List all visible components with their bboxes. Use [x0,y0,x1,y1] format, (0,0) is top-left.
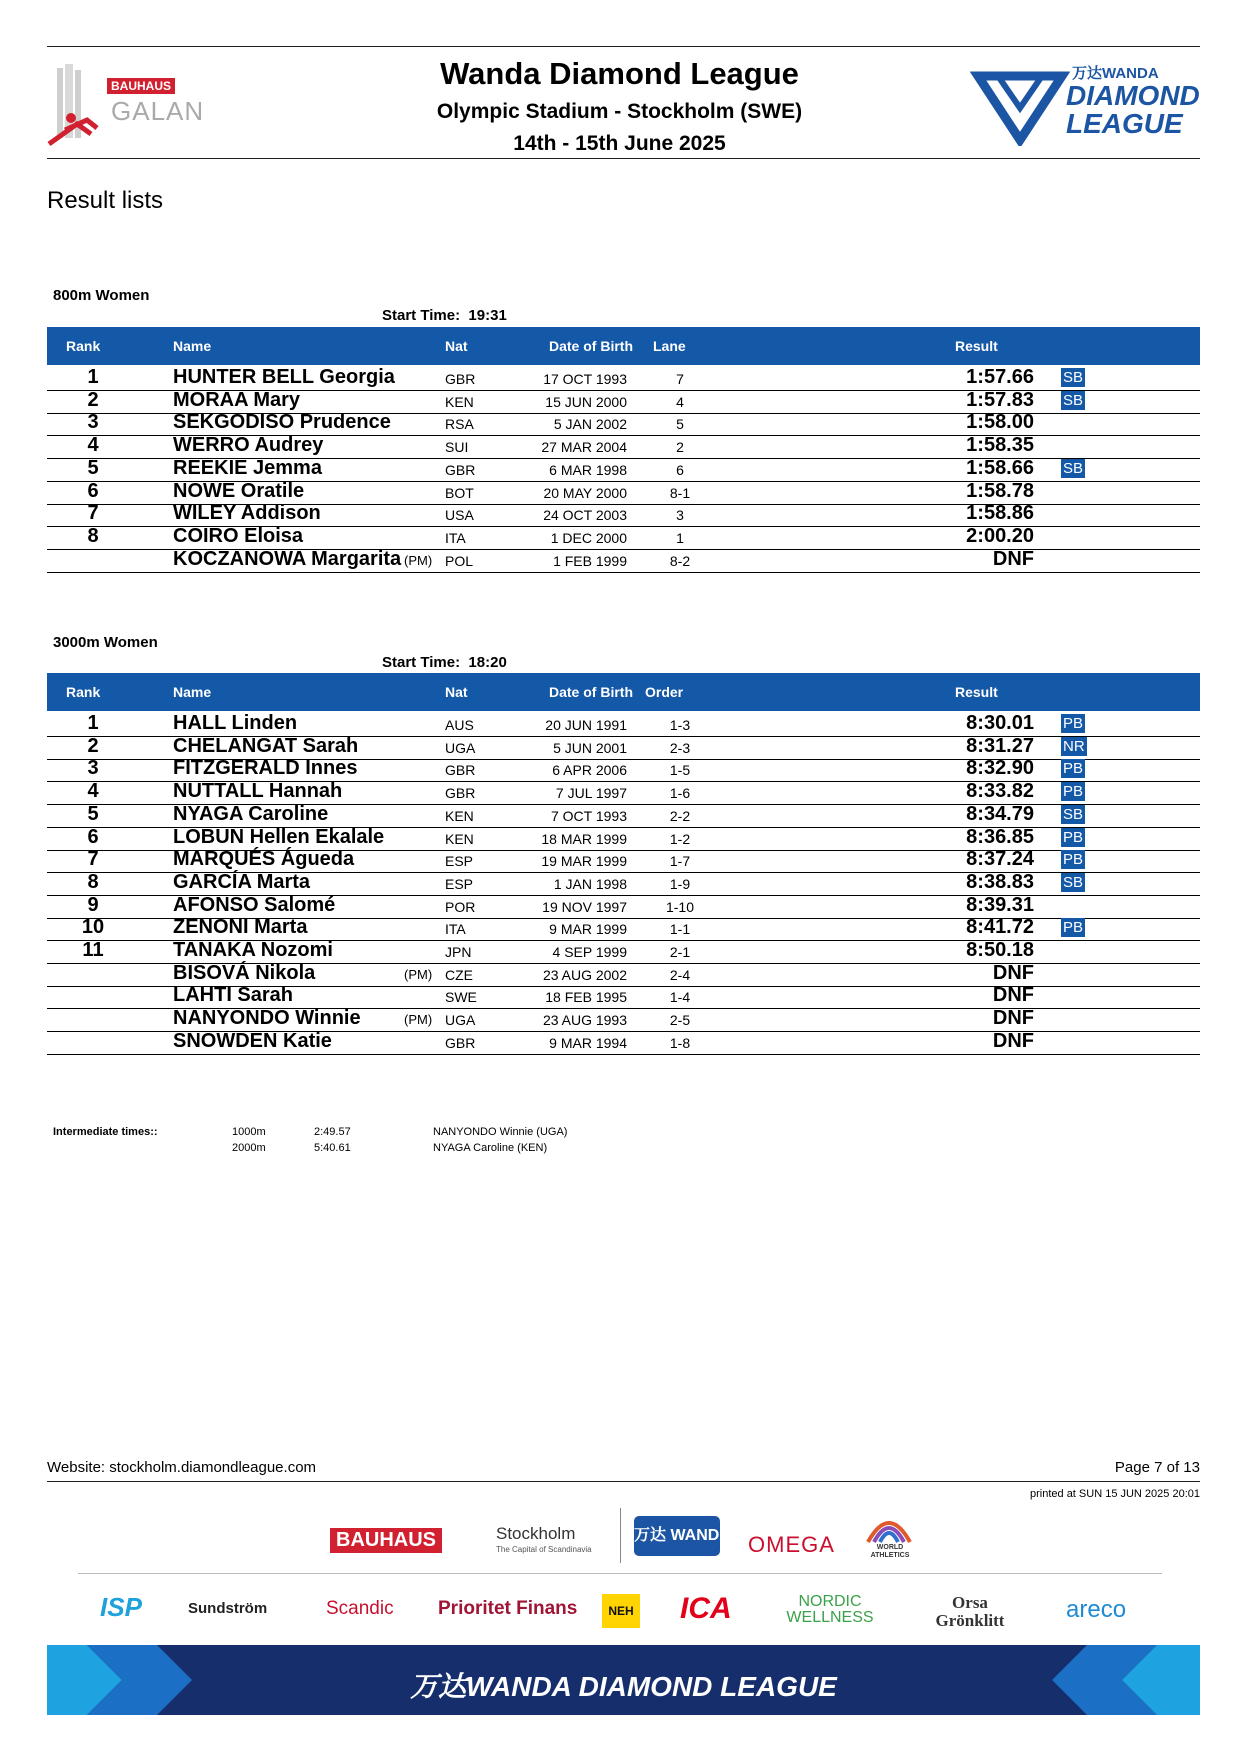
date-of-birth: 6 MAR 1998 [549,461,627,478]
result-time: 1:57.66 [966,366,1034,388]
result-time: 1:57.83 [966,388,1034,411]
athlete-name: NUTTALL Hannah [173,780,343,803]
result-time: 8:41.72 [966,916,1034,939]
result-time: 8:30.01 [966,712,1034,734]
order: 1-1 [669,921,691,938]
order: 2-4 [669,966,691,983]
nationality: ITA [445,921,466,938]
areco-sponsor-logo: areco [1066,1596,1127,1623]
nordic-wellness-sponsor-logo: NORDIC WELLNESS [786,1593,874,1626]
record-badge: SB [1063,391,1084,409]
col-order: Order [645,684,684,700]
athlete-name: ZENONI Marta [173,916,308,939]
date-of-birth: 9 MAR 1994 [549,1034,627,1051]
rank-cell: 11 [82,939,104,961]
rank-cell: 2 [87,734,99,757]
table-row [47,1029,1200,1055]
nationality: POL [445,552,474,569]
result-time: 1:58.86 [966,502,1034,525]
nationality: SUI [445,439,469,456]
event-dates: 14th - 15th June 2025 [513,132,726,155]
order: 1-5 [669,762,691,779]
nationality: GBR [445,1034,476,1051]
athlete-name: BISOVÁ Nikola [173,961,316,984]
date-of-birth: 15 JUN 2000 [545,393,627,410]
lane: 8-2 [669,552,691,569]
bauhaus-label: BAUHAUS [107,78,175,94]
lane: 7 [676,371,684,387]
col-name: Name [173,338,212,354]
date-of-birth: 20 JUN 1991 [545,717,627,733]
date-of-birth: 23 AUG 1993 [542,1012,627,1029]
lane: 4 [676,393,684,410]
result-time: 1:58.66 [966,456,1034,479]
col-dob: Date of Birth [549,338,633,354]
athlete-name: LAHTI Sarah [173,984,294,1007]
result-time: 8:37.24 [966,848,1034,871]
record-badge: PB [1063,919,1084,937]
nationality: AUS [445,717,474,733]
record-badge: PB [1063,760,1084,778]
record-badge: PB [1063,851,1084,869]
record-badge: SB [1063,873,1084,891]
galan-label: GALAN [111,96,205,126]
record-badge: PB [1063,715,1084,732]
date-of-birth: 18 FEB 1995 [545,989,627,1006]
nationality: JPN [445,944,472,960]
start-time: Start Time: 18:20 [382,654,507,671]
order: 1-3 [669,717,691,733]
col-rank: Rank [66,338,101,354]
page-title: Wanda Diamond League [440,56,799,91]
prioritet-finans-sponsor-logo: Prioritet Finans [438,1598,578,1619]
rank-cell: 5 [87,802,99,825]
athlete-name: SNOWDEN Katie [173,1029,332,1052]
record-badge: SB [1063,459,1084,477]
section-heading: Result lists [47,187,164,214]
start-time: Start Time: 19:31 [382,307,507,324]
nationality: BOT [445,484,474,501]
result-time: DNF [992,1029,1034,1052]
pacemaker-flag: (PM) [404,966,433,982]
rank-cell: 6 [87,825,99,848]
date-of-birth: 5 JAN 2002 [553,416,627,433]
event-title: 800m Women [53,287,150,304]
rank-cell: 7 [87,502,99,525]
nationality: GBR [445,371,476,387]
rank-cell: 4 [87,780,99,803]
athlete-name: MORAA Mary [173,388,301,411]
athlete-name: HALL Linden [173,712,298,734]
diamond-league-banner [47,1645,1200,1715]
order: 1-9 [669,875,691,892]
record-badge: NR [1063,737,1085,755]
date-of-birth: 27 MAR 2004 [541,439,627,456]
athlete-name: GARCÍA Marta [173,870,311,893]
rank-cell: 1 [87,712,99,734]
date-of-birth: 1 FEB 1999 [553,552,627,569]
col-nat: Nat [445,684,468,700]
rank-cell: 7 [87,848,99,871]
header-rule [47,158,1200,159]
result-time: 8:32.90 [966,757,1034,780]
athlete-name: NYAGA Caroline [173,802,329,825]
split-time: 2:49.57 [314,1126,351,1138]
result-time: 1:58.78 [966,479,1034,502]
split-athlete: NANYONDO Winnie (UGA) [433,1126,568,1138]
order: 1-7 [669,853,691,870]
results-table-header [47,327,1200,365]
date-of-birth: 18 MAR 1999 [541,830,627,847]
nationality: POR [445,898,476,915]
athlete-name: KOCZANOWA Margarita [173,547,402,570]
order: 1-8 [669,1034,691,1051]
rank-cell: 10 [81,916,105,939]
date-of-birth: 19 NOV 1997 [542,898,627,915]
date-of-birth: 1 DEC 2000 [550,529,627,546]
col-result: Result [955,338,998,354]
col-rank: Rank [66,684,101,700]
split-athlete: NYAGA Caroline (KEN) [433,1142,548,1154]
result-time: 8:50.18 [966,939,1034,961]
athlete-name: AFONSO Salomé [173,893,336,916]
athlete-name: FITZGERALD Innes [173,757,358,780]
athlete-name: NANYONDO Winnie [173,1007,361,1030]
date-of-birth: 19 MAR 1999 [541,853,627,870]
nationality: USA [445,507,474,524]
split-distance: 1000m [232,1126,266,1138]
order: 1-2 [669,830,691,847]
pacemaker-flag: (PM) [404,1012,433,1028]
date-of-birth: 7 OCT 1993 [550,807,627,824]
nationality: KEN [445,393,474,410]
rank-cell: 8 [87,870,99,893]
bauhaus-sponsor-logo: BAUHAUS [330,1528,442,1553]
order: 2-5 [669,1012,691,1029]
stockholm-tagline: The Capital of Scandinavia [496,1545,592,1554]
intermediate-label: Intermediate times:: [53,1126,158,1138]
nationality: ITA [445,529,466,546]
record-badge: SB [1063,369,1084,386]
record-badge: PB [1063,828,1084,846]
orsa-gronklitt-sponsor-logo: Orsa Grönklitt [935,1593,1005,1630]
col-result: Result [955,684,998,700]
footer-rule [47,1481,1200,1482]
nationality: RSA [445,416,474,433]
athlete-name: SEKGODISO Prudence [173,411,391,434]
rank-cell: 2 [87,388,99,411]
table-row [47,547,1200,573]
nationality: UGA [445,1012,476,1029]
lane: 8-1 [669,484,691,501]
lane: 5 [676,416,684,433]
date-of-birth: 7 JUL 1997 [555,785,627,802]
result-time: 8:31.27 [966,734,1034,757]
date-of-birth: 24 OCT 2003 [543,507,627,524]
sponsor-divider [620,1508,621,1563]
omega-sponsor-logo: OMEGA [748,1532,835,1557]
stockholm-sponsor-logo: Stockholm [496,1524,576,1543]
isp-sponsor-logo: ISP [100,1592,142,1622]
split-time: 5:40.61 [314,1142,351,1154]
venue: Olympic Stadium - Stockholm (SWE) [436,100,803,123]
scandic-sponsor-logo: Scandic [326,1598,394,1619]
date-of-birth: 4 SEP 1999 [552,944,627,960]
rank-cell: 3 [87,757,99,780]
neh-sponsor-logo: NEH [602,1594,640,1628]
result-time: 8:39.31 [966,893,1034,916]
record-badge: SB [1063,805,1084,823]
pacemaker-flag: (PM) [404,552,433,568]
athlete-name: WERRO Audrey [173,434,324,457]
date-of-birth: 9 MAR 1999 [549,921,627,938]
rank-cell: 6 [87,479,99,502]
date-of-birth: 1 JAN 1998 [553,875,627,892]
athlete-name: HUNTER BELL Georgia [173,366,395,388]
order: 1-6 [669,785,691,802]
wanda-sponsor-logo: 万达 WANDA [634,1516,720,1556]
nationality: SWE [445,989,477,1006]
athlete-name: COIRO Eloisa [173,524,304,547]
date-of-birth: 6 APR 2006 [552,762,627,779]
nationality: KEN [445,807,474,824]
record-badge: PB [1063,783,1084,801]
result-time: DNF [992,1007,1034,1030]
result-time: 1:58.00 [966,411,1034,434]
athlete-name: CHELANGAT Sarah [173,734,359,757]
nationality: ESP [445,875,474,892]
athlete-name: MARQUÉS Águeda [173,848,355,871]
result-time: 8:36.85 [966,825,1034,848]
rank-cell: 3 [87,411,99,434]
result-time: DNF [992,961,1034,984]
date-of-birth: 5 JUN 2001 [553,739,627,756]
result-time: 8:33.82 [966,780,1034,803]
order: 1-10 [665,898,695,915]
athlete-name: NOWE Oratile [173,479,305,502]
athlete-name: TANAKA Nozomi [173,939,333,961]
results-table-header [47,673,1200,711]
page-number: Page 7 of 13 [1114,1459,1200,1476]
rank-cell: 4 [87,434,99,457]
rank-cell: 1 [87,366,99,388]
col-lane: Lane [653,338,686,354]
lane: 3 [676,507,684,524]
col-dob: Date of Birth [549,684,633,700]
nationality: KEN [445,830,474,847]
result-time: 8:34.79 [966,802,1034,825]
website-link[interactable]: Website: stockholm.diamondleague.com [47,1459,317,1476]
order: 2-3 [669,739,691,756]
rank-cell: 8 [87,524,99,547]
rank-cell: 5 [87,456,99,479]
nationality: GBR [445,461,476,478]
diamond-league-label: DIAMOND LEAGUE [1066,80,1200,139]
col-nat: Nat [445,338,468,354]
split-distance: 2000m [232,1142,266,1154]
date-of-birth: 17 OCT 1993 [543,371,627,387]
result-time: 2:00.20 [966,524,1034,547]
athlete-name: REEKIE Jemma [173,456,322,479]
nationality: ESP [445,853,474,870]
athlete-name: WILEY Addison [173,502,321,525]
wanda-label: 万达WANDA [1072,65,1159,82]
nationality: CZE [445,966,473,983]
lane: 1 [676,529,684,546]
event-title: 3000m Women [53,634,158,651]
result-time: DNF [992,547,1034,570]
banner-text: 万达WANDA DIAMOND LEAGUE [410,1671,837,1702]
order: 2-2 [669,807,691,824]
result-time: DNF [992,984,1034,1007]
athlete-name: LOBUN Hellen Ekalale [173,825,385,848]
lane: 2 [676,439,684,456]
nationality: UGA [445,739,476,756]
date-of-birth: 23 AUG 2002 [542,966,627,983]
world-athletics-sponsor-logo: WORLD ATHLETICS [870,1544,910,1559]
ica-sponsor-logo: ICA [680,1592,732,1625]
lane: 6 [676,461,684,478]
printed-at: printed at SUN 15 JUN 2025 20:01 [1030,1488,1200,1500]
rank-cell: 9 [87,893,99,916]
sponsor-rule [78,1573,1162,1574]
order: 1-4 [669,989,691,1006]
top-rule [47,46,1200,47]
sundstrom-sponsor-logo: Sundström [188,1600,268,1617]
result-time: 8:38.83 [966,870,1034,893]
result-time: 1:58.35 [966,434,1034,457]
date-of-birth: 20 MAY 2000 [543,484,627,501]
nationality: GBR [445,762,476,779]
nationality: GBR [445,785,476,802]
order: 2-1 [669,944,691,960]
col-name: Name [173,684,212,700]
